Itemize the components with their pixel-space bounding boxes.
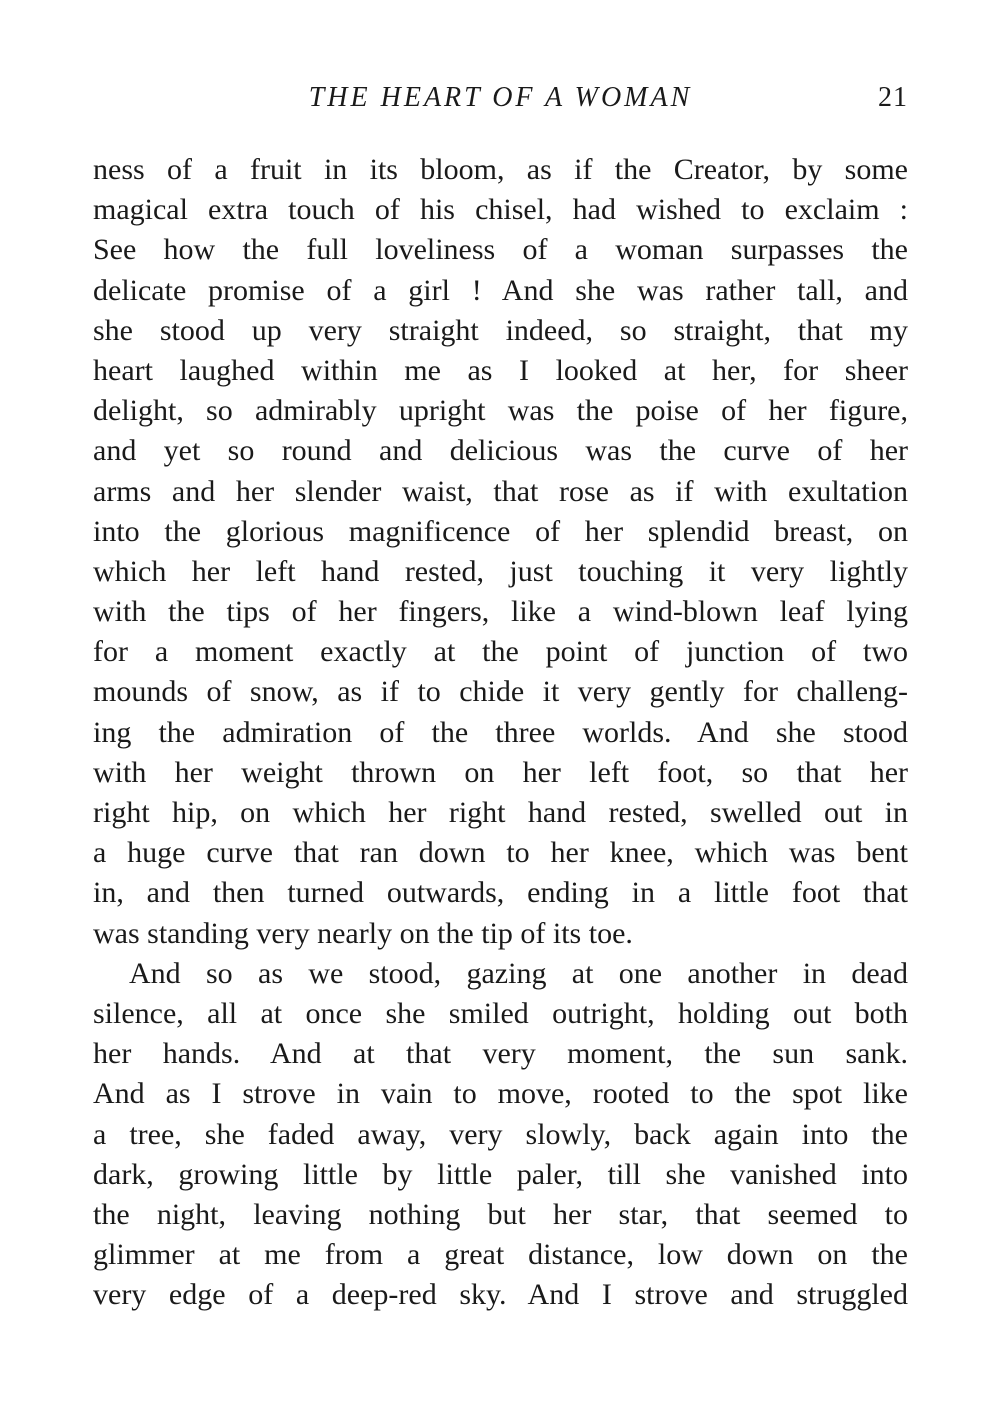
text-line: glimmer at me from a great distance, low down on the [93,1238,908,1272]
text-line: very edge of a deep-red sky. And I strove and struggled [93,1278,908,1312]
text-line: heart laughed within me as I looked at her, for sheer [93,353,908,387]
text-line: ing the admiration of the three worlds. And she stood [93,715,908,749]
text-line: arms and her slender waist, that rose as if with exultation [93,474,908,508]
text-line: she stood up very straight indeed, so straight, that my [93,313,908,347]
text-line: and yet so round and delicious was the curve of her [93,434,908,468]
text-line: right hip, on which her right hand rested, swelled out in [93,796,908,829]
text-line: her hands. And at that very moment, the sun sank. [93,1037,908,1071]
text-line: a tree, she faded away, very slowly, back again into the [93,1117,908,1151]
paragraph-start-line: And so as we stood, gazing at one another in dead [129,956,908,990]
text-line: magical extra touch of his chisel, had wished to exclaim : [93,193,908,227]
text-line: silence, all at once she smiled outright, holding out both [93,996,908,1030]
text-line: delicate promise of a girl ! And she was rather tall, and [93,273,908,307]
page-number: 21 [878,82,908,113]
text-line: with the tips of her fingers, like a wind-blown leaf lying [93,595,908,629]
running-title: THE HEART OF A WOMAN [308,82,693,113]
text-line: dark, growing little by little paler, till she vanished into [93,1157,908,1191]
text-line: delight, so admirably upright was the poise of her figure, [93,394,908,428]
text-line: mounds of snow, as if to chide it very gently for challeng- [93,675,908,709]
text-line: a huge curve that ran down to her knee, which was bent [93,836,908,870]
text-line: for a moment exactly at the point of junction of two [93,635,908,669]
text-line: in, and then turned outwards, ending in a little foot that [93,876,908,910]
text-line: ness of a fruit in its bloom, as if the Creator, by some [93,153,908,186]
text-line: into the glorious magnificence of her splendid breast, on [93,514,908,548]
text-line: And as I strove in vain to move, rooted to the spot like [93,1077,908,1111]
running-head [93,78,908,118]
text-line: which her left hand rested, just touching it very lightly [93,554,908,588]
text-line: See how the full loveliness of a woman surpasses the [93,233,908,267]
body-text [93,150,908,1315]
text-line: with her weight thrown on her left foot, so that her [93,755,908,789]
text-line: the night, leaving nothing but her star, that seemed to [93,1197,908,1231]
paragraph-end-line: was standing very nearly on the tip of its toe. [93,916,633,950]
